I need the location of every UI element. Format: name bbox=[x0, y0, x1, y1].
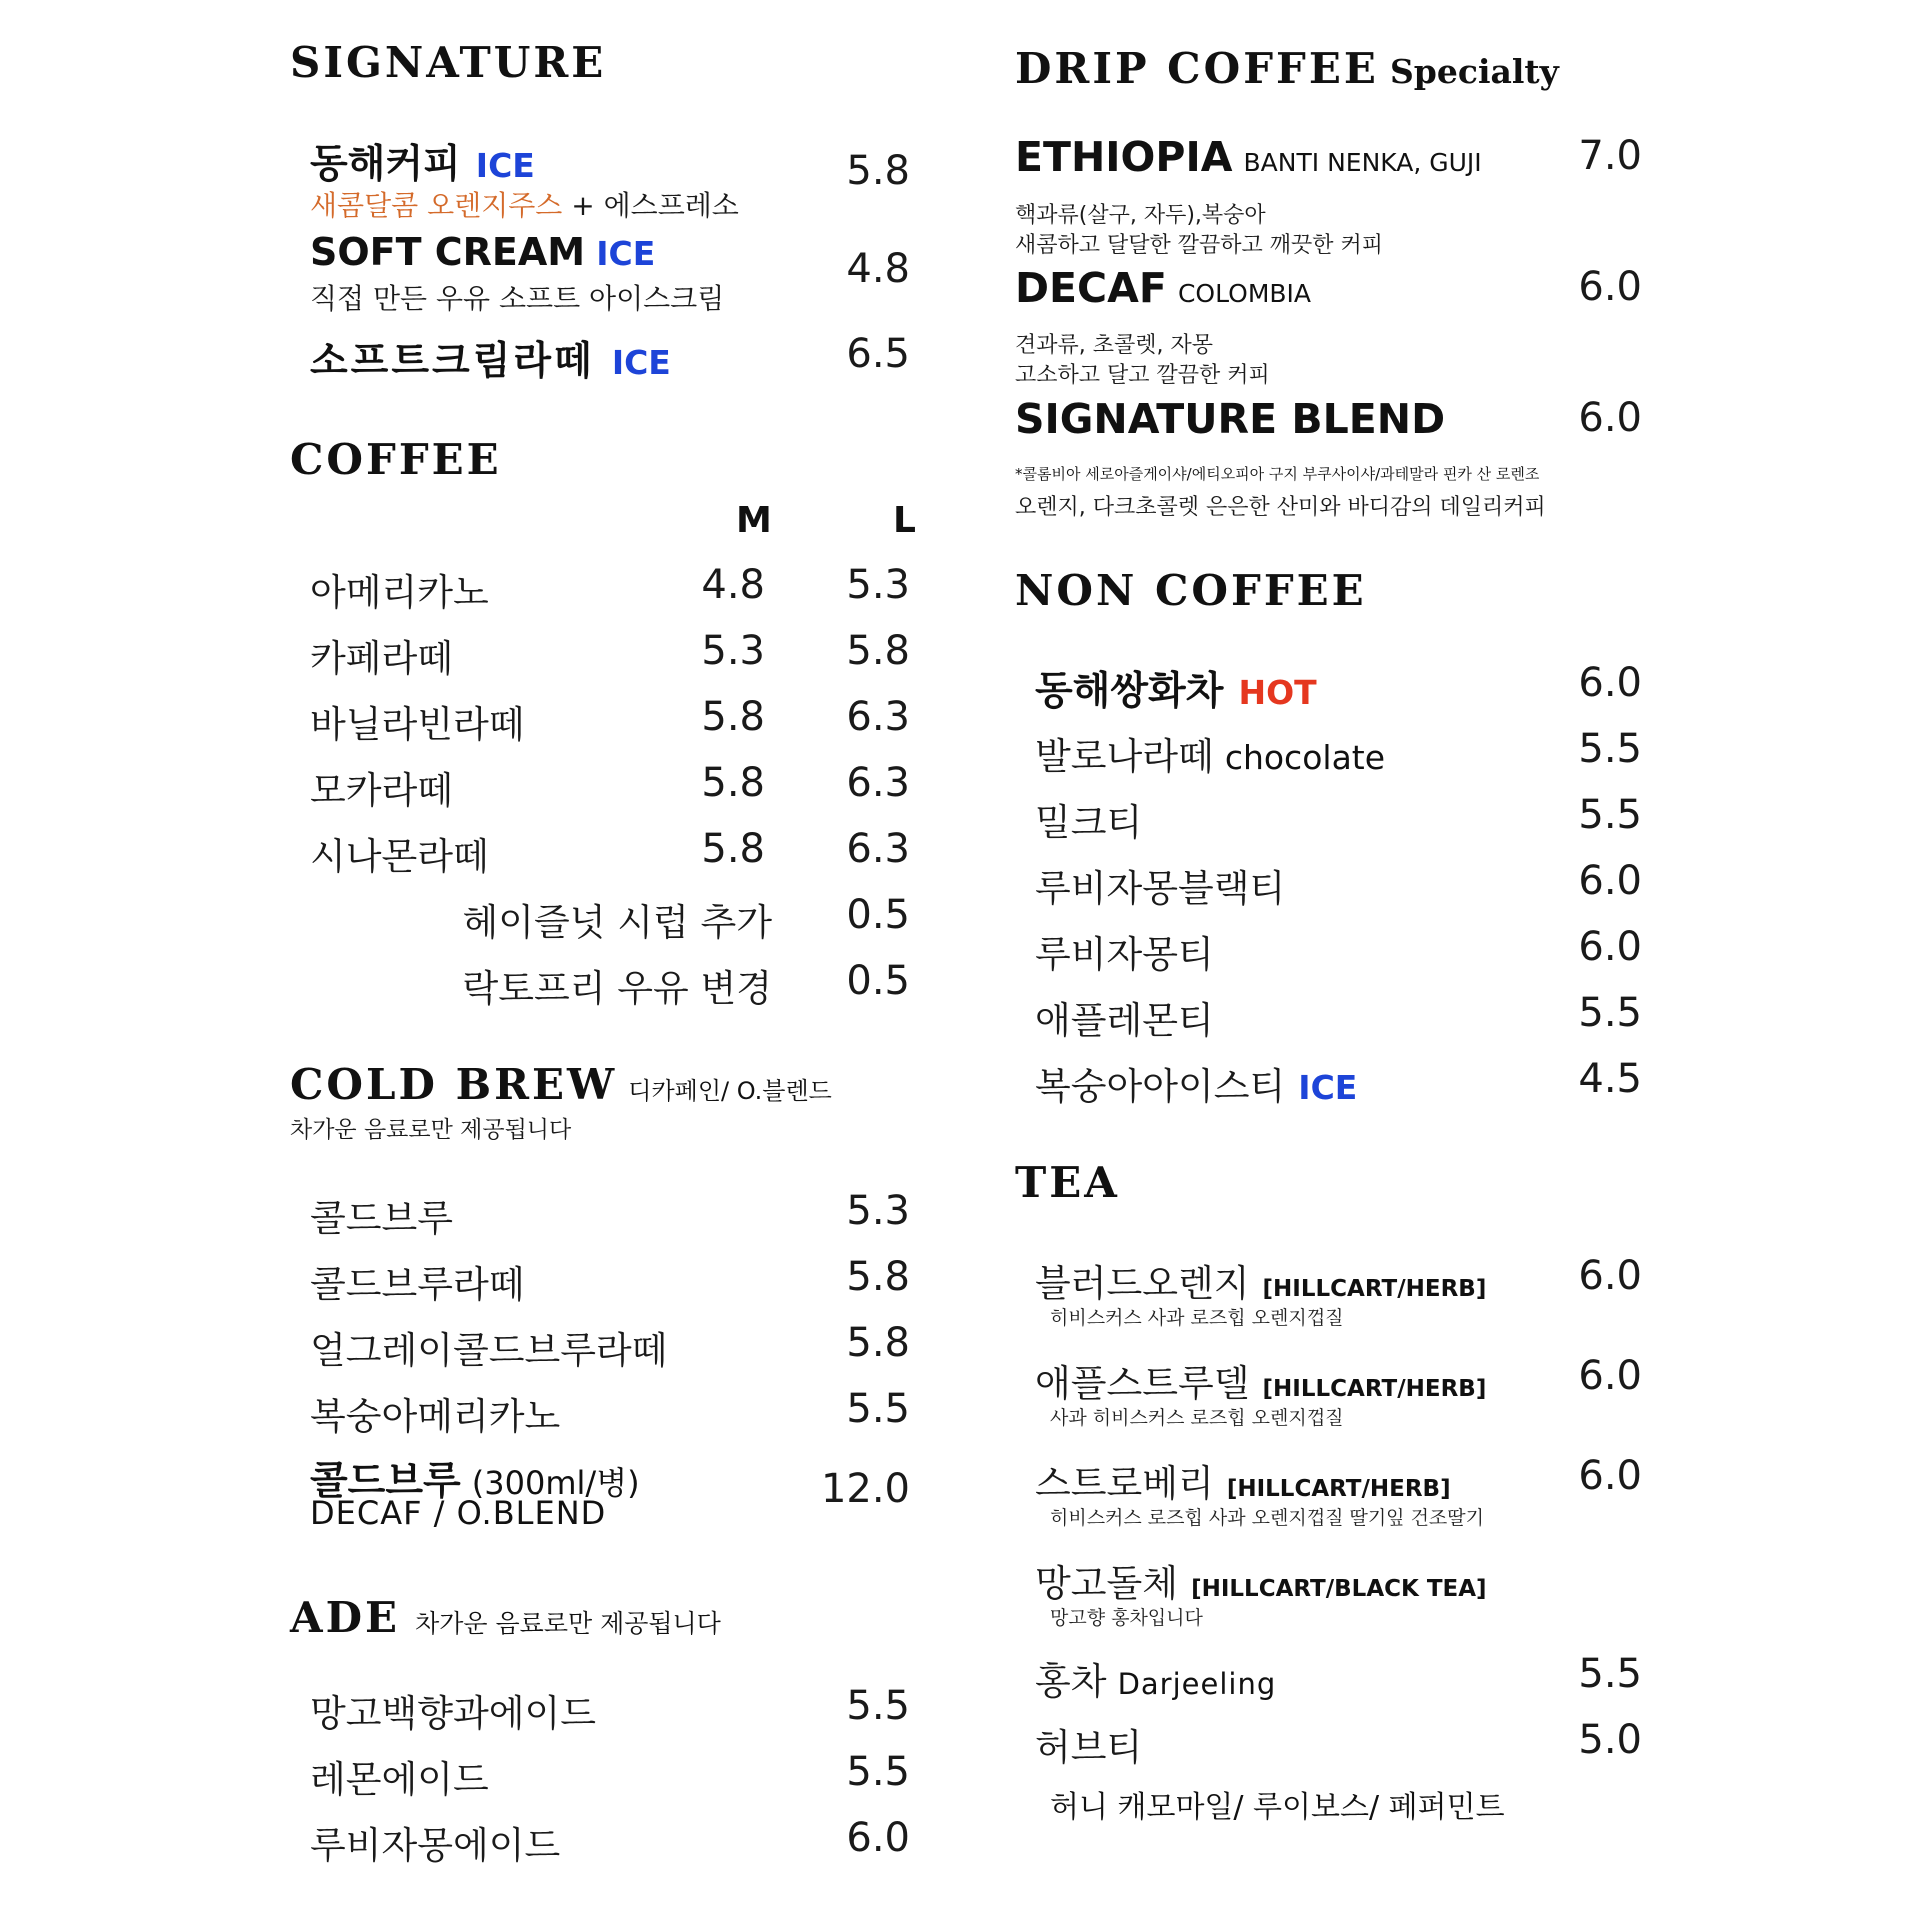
bottle-name: 콜드브루 bbox=[310, 1459, 461, 1504]
item-price: 5.5 bbox=[1578, 726, 1642, 772]
item-price: 5.5 bbox=[846, 1683, 910, 1729]
item-price: 5.8 bbox=[846, 148, 910, 194]
tasting-note: 핵과류(살구, 자두),복숭아 bbox=[1015, 203, 1266, 228]
coffee-heading: COFFEE bbox=[290, 435, 502, 484]
price-l: 5.8 bbox=[846, 628, 910, 674]
tea-item bbox=[1035, 1651, 1276, 1705]
ice-badge: ICE bbox=[1298, 1068, 1358, 1107]
item-price: 5.5 bbox=[1578, 792, 1642, 838]
tasting-note: *콜롬비아 세로아즐게이샤/에티오피아 구지 부쿠사이샤/과테말라 핀카 산 로렌조 bbox=[1015, 465, 1540, 483]
signature-heading: SIGNATURE bbox=[290, 38, 607, 87]
drip-heading: DRIP COFFEE bbox=[1015, 44, 1379, 93]
item-price: 12.0 bbox=[820, 1466, 910, 1512]
item-name: SOFT CREAM bbox=[310, 230, 586, 274]
item-name: 동해쌍화차 bbox=[1035, 669, 1224, 714]
non-coffee-item-name: 애플레몬티 bbox=[1035, 999, 1214, 1042]
coffee-item-name: 바닐라빈라떼 bbox=[310, 703, 525, 746]
item-price: 6.0 bbox=[1578, 1253, 1642, 1299]
herb-tea-options: 허니 캐모마일/ 루이보스/ 페퍼민트 bbox=[1050, 1790, 1505, 1825]
coffee-item-name: 모카라떼 bbox=[310, 769, 453, 812]
tea-item-name: 허브티 bbox=[1035, 1726, 1143, 1769]
column-header-m: M bbox=[736, 500, 772, 541]
desc-highlight: 새콤달콤 오렌지주스 bbox=[310, 189, 563, 222]
ade-item-name: 레몬에이드 bbox=[310, 1758, 489, 1801]
tea-brand: [HILLCART/BLACK TEA] bbox=[1191, 1576, 1487, 1602]
signature-item-desc bbox=[310, 184, 739, 224]
item-name: 발로나라떼 bbox=[1035, 735, 1214, 778]
item-price: 6.0 bbox=[846, 1815, 910, 1861]
item-price: 5.0 bbox=[1578, 1717, 1642, 1763]
price-l: 6.3 bbox=[846, 826, 910, 872]
item-price: 4.5 bbox=[1578, 1056, 1642, 1102]
coffee-item-name: 아메리카노 bbox=[310, 571, 489, 614]
item-name: DECAF bbox=[1015, 264, 1167, 312]
non-coffee-heading: NON COFFEE bbox=[1015, 566, 1367, 615]
signature-item-desc: 직접 만든 우유 소프트 아이스크림 bbox=[310, 282, 725, 315]
extra-option-price: 0.5 bbox=[846, 892, 910, 938]
price-m: 5.8 bbox=[701, 826, 765, 872]
tasting-note: 견과류, 초콜렛, 자몽 bbox=[1015, 333, 1213, 358]
signature-item-donghae-coffee bbox=[310, 133, 535, 189]
tea-desc: 히비스커스 로즈힙 사과 오렌지껍질 딸기잎 건조딸기 bbox=[1050, 1507, 1484, 1529]
item-price: 5.8 bbox=[846, 1254, 910, 1300]
drip-item-decaf bbox=[1015, 264, 1311, 312]
price-m: 4.8 bbox=[701, 562, 765, 608]
ice-badge: ICE bbox=[475, 146, 535, 185]
item-price: 5.5 bbox=[846, 1386, 910, 1432]
signature-item-soft-cream bbox=[310, 230, 655, 274]
non-coffee-item-name: 밀크티 bbox=[1035, 801, 1143, 844]
price-m: 5.8 bbox=[701, 760, 765, 806]
item-price: 6.0 bbox=[1578, 1453, 1642, 1499]
item-name: 블러드오렌지 bbox=[1035, 1262, 1250, 1305]
tea-desc: 히비스커스 사과 로즈힙 오렌지껍질 bbox=[1050, 1307, 1344, 1329]
signature-item-soft-cream-latte bbox=[310, 330, 671, 386]
column-header-l: L bbox=[893, 500, 916, 541]
tea-heading: TEA bbox=[1015, 1158, 1120, 1207]
tea-desc: 망고향 홍차입니다 bbox=[1050, 1607, 1203, 1629]
item-name: 복숭아아이스티 bbox=[1035, 1065, 1286, 1108]
desc-rest: + 에스프레소 bbox=[571, 189, 739, 222]
ade-item-name: 망고백향과에이드 bbox=[310, 1692, 596, 1735]
ade-heading-row bbox=[290, 1593, 721, 1642]
cold-brew-item-name: 콜드브루라떼 bbox=[310, 1263, 525, 1306]
tea-brand: [HILLCART/HERB] bbox=[1262, 1376, 1487, 1402]
tea-desc: 사과 히비스커스 로즈힙 오렌지껍질 bbox=[1050, 1407, 1344, 1429]
cold-brew-heading: COLD BREW bbox=[290, 1060, 618, 1109]
ice-badge: ICE bbox=[596, 234, 656, 273]
item-price: 6.0 bbox=[1578, 395, 1642, 441]
drip-heading-row bbox=[1015, 44, 1559, 93]
item-price: 5.8 bbox=[846, 1320, 910, 1366]
drip-item-ethiopia bbox=[1015, 133, 1482, 181]
item-sub: Darjeeling bbox=[1117, 1667, 1277, 1701]
item-price: 5.5 bbox=[846, 1749, 910, 1795]
cold-brew-subheading: 디카페인/ O.블렌드 bbox=[628, 1077, 832, 1105]
item-price: 6.0 bbox=[1578, 660, 1642, 706]
tasting-note: 오렌지, 다크초콜렛 은은한 산미와 바디감의 데일리커피 bbox=[1015, 495, 1546, 520]
item-price: 6.5 bbox=[846, 331, 910, 377]
extra-option-price: 0.5 bbox=[846, 958, 910, 1004]
tea-item bbox=[1035, 1353, 1486, 1407]
price-m: 5.8 bbox=[701, 694, 765, 740]
price-l: 6.3 bbox=[846, 694, 910, 740]
cold-brew-item-name: 복숭아메리카노 bbox=[310, 1395, 561, 1438]
item-name: ETHIOPIA bbox=[1015, 133, 1233, 181]
bottle-options: DECAF / O.BLEND bbox=[310, 1494, 607, 1532]
tea-brand: [HILLCART/HERB] bbox=[1226, 1476, 1451, 1502]
non-coffee-item bbox=[1035, 726, 1385, 780]
coffee-item-name: 카페라떼 bbox=[310, 637, 453, 680]
item-price: 5.5 bbox=[1578, 990, 1642, 1036]
item-name: 소프트크림라떼 bbox=[310, 339, 595, 384]
item-name: 스트로베리 bbox=[1035, 1462, 1214, 1505]
item-name: 망고돌체 bbox=[1035, 1562, 1178, 1605]
item-origin: BANTI NENKA, GUJI bbox=[1243, 148, 1482, 177]
item-origin: COLOMBIA bbox=[1177, 279, 1312, 308]
coffee-item-name: 시나몬라떼 bbox=[310, 835, 489, 878]
non-coffee-item-name: 루비자몽블랙티 bbox=[1035, 867, 1286, 910]
item-name: 홍차 bbox=[1035, 1660, 1107, 1703]
item-sub: chocolate bbox=[1224, 738, 1386, 777]
bottle-size: (300ml/병) bbox=[471, 1464, 640, 1502]
hot-badge: HOT bbox=[1238, 673, 1317, 712]
item-price: 5.5 bbox=[1578, 1651, 1642, 1697]
cold-brew-item-name: 얼그레이콜드브루라떼 bbox=[310, 1329, 668, 1372]
non-coffee-item bbox=[1035, 660, 1317, 716]
item-price: 7.0 bbox=[1578, 133, 1642, 179]
ice-badge: ICE bbox=[611, 343, 671, 382]
extra-option-name: 헤이즐넛 시럽 추가 bbox=[462, 901, 772, 944]
item-price: 6.0 bbox=[1578, 1353, 1642, 1399]
tea-item bbox=[1035, 1553, 1487, 1607]
item-price: 4.8 bbox=[846, 246, 910, 292]
ade-heading: ADE bbox=[290, 1593, 401, 1642]
item-price: 6.0 bbox=[1578, 924, 1642, 970]
cold-brew-note: 차가운 음료로만 제공됩니다 bbox=[290, 1117, 572, 1143]
tasting-note: 고소하고 달고 깔끔한 커피 bbox=[1015, 363, 1270, 388]
drip-subheading: Specialty bbox=[1389, 52, 1559, 91]
extra-option-name: 락토프리 우유 변경 bbox=[462, 967, 772, 1010]
tea-item bbox=[1035, 1253, 1486, 1307]
price-l: 5.3 bbox=[846, 562, 910, 608]
drip-item-signature-blend: SIGNATURE BLEND bbox=[1015, 395, 1446, 443]
item-price: 6.0 bbox=[1578, 264, 1642, 310]
price-m: 5.3 bbox=[701, 628, 765, 674]
cold-brew-heading-row bbox=[290, 1060, 832, 1109]
item-name: 동해커피 bbox=[310, 142, 461, 187]
item-price: 6.0 bbox=[1578, 858, 1642, 904]
item-price: 5.3 bbox=[846, 1188, 910, 1234]
tea-brand: [HILLCART/HERB] bbox=[1262, 1276, 1487, 1302]
non-coffee-item bbox=[1035, 1056, 1357, 1110]
item-name: 애플스트루델 bbox=[1035, 1362, 1250, 1405]
ade-note: 차가운 음료로만 제공됩니다 bbox=[415, 1609, 721, 1638]
non-coffee-item-name: 루비자몽티 bbox=[1035, 933, 1214, 976]
tea-item bbox=[1035, 1453, 1451, 1507]
price-l: 6.3 bbox=[846, 760, 910, 806]
cold-brew-item-name: 콜드브루 bbox=[310, 1197, 453, 1240]
tasting-note: 새콤하고 달달한 깔끔하고 깨끗한 커피 bbox=[1015, 233, 1384, 258]
ade-item-name: 루비자몽에이드 bbox=[310, 1824, 561, 1867]
